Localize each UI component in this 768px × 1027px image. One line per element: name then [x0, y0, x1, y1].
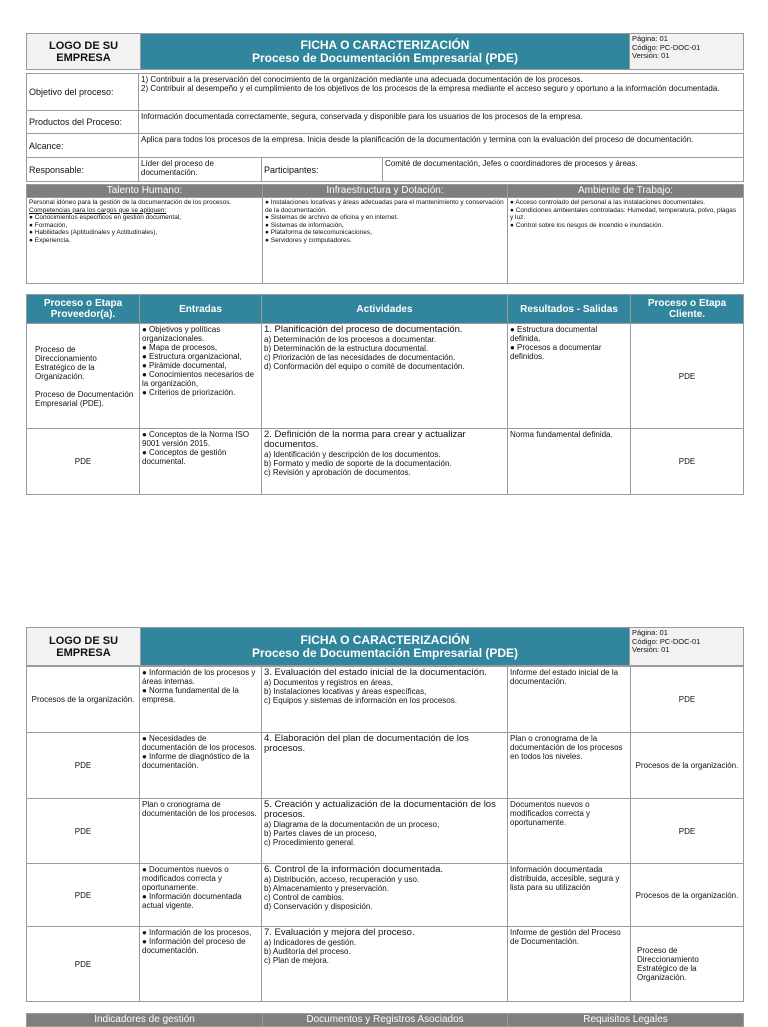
document-version: Versión: 01 [632, 645, 670, 654]
table-row [27, 927, 744, 1002]
row-client: Procesos de la organización. [631, 733, 744, 799]
activity-title: 7. Evaluación y mejora del proceso. [264, 927, 415, 938]
row-outputs: Información documentada distribuida, accesible, segura y lista para su utilización [508, 864, 631, 927]
subtitle-line: Proceso de Documentación Empresarial (PDE) [251, 645, 519, 660]
document-title [141, 34, 630, 70]
row-client: Proceso de Direccionamiento Estratégico de la Organización. [631, 927, 744, 1002]
process-info-table [26, 73, 744, 182]
header-outputs: Resultados - Salidas [508, 295, 631, 324]
row-activities [262, 864, 508, 927]
activity-items: a) Distribución, acceso, recuperación y uso. b) Almacenamiento y preservación. c) Control de cambios. d) Conservación y disposición. [264, 875, 420, 911]
talent-items: ● Conocimientos específicos en gestión documental, ● Formación, ● Habilidades (Aptitudinales y Actitudinales), ● Experiencia. [29, 214, 182, 244]
logo-placeholder: LOGO DE SU EMPRESA [27, 628, 141, 666]
infrastructure-content: ● Instalaciones locativas y áreas adecuadas para el mantenimiento y conservación de la documentación. ● Sistemas de archivo de oficina y en internet. ● Sistemas de información, ● Plataforma de telecomunicaciones, ● Servidores y computadores. [263, 198, 508, 284]
activity-items: a) Determinación de los procesos a documentar. b) Determinación de la estructura documental. c) Priorización de las necesidades de documentación. d) Conformación del equipo o comité de documentación. [264, 335, 465, 371]
row-supplier: Proceso de Direccionamiento Estratégico de la Organización. Proceso de Documentación Empresarial (PDE). [27, 324, 140, 429]
products-value: Información documentada correctamente, segura, conservada y disponible para los usuarios de los procesos de la empresa. [139, 111, 744, 134]
row-activities [262, 429, 508, 495]
participants-label: Participantes: [262, 158, 383, 182]
row-outputs: Informe de gestión del Proceso de Documentación. [508, 927, 631, 1002]
scope-value: Aplica para todos los procesos de la empresa. Inicia desde la planificación de la documentación y termina con la evaluación del proceso de documentación. [139, 134, 744, 158]
talent-intro: Personal idóneo para la gestión de la documentación de los procesos. [29, 199, 232, 206]
environment-title: Ambiente de Trabajo: [508, 185, 744, 198]
subtitle-line: Proceso de Documentación Empresarial (PDE) [251, 50, 519, 65]
responsible-value: Líder del proceso de documentación. [139, 158, 262, 182]
row-outputs: ● Estructura documental definida, ● Procesos a documentar definidos. [508, 324, 631, 429]
document-code: Código: PC-DOC-01 [632, 636, 701, 646]
row-client: PDE [631, 429, 744, 495]
activity-items: a) Documentos y registros en áreas, b) Instalaciones locativas y áreas específicas, c) Equipos y sistemas de información en los procesos. [264, 678, 457, 705]
page2-header [26, 627, 744, 666]
talent-competencies: Competencias para los cargos que se apliquen: [29, 206, 167, 214]
document-meta [630, 34, 744, 70]
row-inputs: ● Conceptos de la Norma ISO 9001 versión 2015. ● Conceptos de gestión documental. [140, 429, 262, 495]
row-inputs: ● Información de los procesos y áreas internas. ● Norma fundamental de la empresa. [140, 667, 262, 733]
row-outputs: Norma fundamental definida. [508, 429, 631, 495]
infrastructure-title: Infraestructura y Dotación: [263, 185, 508, 198]
table-row [27, 733, 744, 799]
indicators-title: Indicadores de gestión [27, 1014, 263, 1027]
row-inputs: ● Objetivos y políticas organizacionales. ● Mapa de procesos, ● Estructura organizacional, ● Pirámide documental, ● Conocimientos necesarios de la organización, ● Criterios de priorización. [140, 324, 262, 429]
objective-1: 1) Contribuir a la preservación del conocimiento de la organización mediante una adecuada documentación de los procesos. [141, 75, 583, 84]
row-activities [262, 799, 508, 864]
document-meta [630, 628, 744, 666]
products-label: Productos del Proceso: [27, 111, 139, 134]
row-outputs: Documentos nuevos o modificados correcta y oportunamente. [508, 799, 631, 864]
participants-value: Comité de documentación, Jefes o coordinadores de procesos y áreas. [383, 158, 744, 182]
activity-items: a) Diagrama de la documentación de un proceso, b) Partes claves de un proceso, c) Procedimiento general. [264, 820, 440, 847]
row-supplier: PDE [27, 799, 140, 864]
activity-title: 5. Creación y actualización de la documentación de los procesos. [264, 799, 496, 820]
talent-title: Talento Humano: [27, 185, 263, 198]
row-inputs: ● Necesidades de documentación de los procesos. ● Informe de diagnóstico de la documentación. [140, 733, 262, 799]
page-number: Página: 01 [632, 628, 668, 637]
row-inputs: ● Información de los procesos, ● Información del proceso de documentación. [140, 927, 262, 1002]
legal-requirements-title: Requisitos Legales [508, 1014, 744, 1027]
objective-2: 2) Contribuir al desempeño y el cumplimiento de los objetivos de los procesos de la empresa mediante el acceso seguro y oportuno a la información documentada. [141, 84, 720, 93]
logo-placeholder: LOGO DE SU EMPRESA [27, 34, 141, 70]
documents-title: Documentos y Registros Asociados [263, 1014, 508, 1027]
table-row [27, 799, 744, 864]
row-outputs: Plan o cronograma de la documentación de los procesos en todos los niveles. [508, 733, 631, 799]
header-supplier: Proceso o Etapa Proveedor(a). [27, 295, 140, 324]
table-row [27, 864, 744, 927]
row-activities [262, 927, 508, 1002]
row-supplier: PDE [27, 733, 140, 799]
row-client: Procesos de la organización. [631, 864, 744, 927]
activity-items: a) Identificación y descripción de los documentos. b) Formato y medio de soporte de la documentación. c) Revisión y aprobación de documentos. [264, 450, 452, 477]
table-row [27, 429, 744, 495]
process-table-page2 [26, 666, 744, 1002]
activity-title: 2. Definición de la norma para crear y actualizar documentos. [264, 429, 466, 450]
table-row [27, 667, 744, 733]
table-row [27, 324, 744, 429]
row-client: PDE [631, 324, 744, 429]
row-activities [262, 324, 508, 429]
row-inputs: ● Documentos nuevos o modificados correcta y oportunamente. ● Información documentada actual vigente. [140, 864, 262, 927]
responsible-label: Responsable: [27, 158, 139, 182]
document-title [141, 628, 630, 666]
row-activities [262, 667, 508, 733]
footer-headers [26, 1013, 744, 1027]
row-inputs: Plan o cronograma de documentación de los procesos. [140, 799, 262, 864]
title-line: FICHA O CARACTERIZACIÓN [300, 632, 470, 647]
header-activities: Actividades [262, 295, 508, 324]
document-code: Código: PC-DOC-01 [632, 42, 701, 52]
objective-value [139, 74, 744, 111]
objective-label: Objetivo del proceso: [27, 74, 139, 111]
row-outputs: Informe del estado inicial de la documentación. [508, 667, 631, 733]
header-inputs: Entradas [140, 295, 262, 324]
row-supplier: PDE [27, 864, 140, 927]
header-client: Proceso o Etapa Cliente. [631, 295, 744, 324]
activity-title: 1. Planificación del proceso de documentación. [264, 324, 463, 335]
activity-title: 4. Elaboración del plan de documentación de los procesos. [264, 733, 469, 754]
document-version: Versión: 01 [632, 51, 670, 60]
title-line: FICHA O CARACTERIZACIÓN [300, 37, 470, 52]
process-table-page1 [26, 294, 744, 495]
row-supplier: Procesos de la organización. [27, 667, 140, 733]
row-client: PDE [631, 799, 744, 864]
row-client: PDE [631, 667, 744, 733]
environment-content: ● Acceso controlado del personal a las instalaciones documentales. ● Condiciones ambientales controladas: Humedad, temperatura, polvo, plagas y luz. ● Control sobre los riesgos de incendio e inundación. [508, 198, 744, 284]
page1-header [26, 33, 744, 70]
resources-table [26, 184, 744, 284]
page-number: Página: 01 [632, 34, 668, 43]
row-activities [262, 733, 508, 799]
activity-title: 3. Evaluación del estado inicial de la documentación. [264, 667, 487, 678]
activity-title: 6. Control de la información documentada. [264, 864, 444, 875]
talent-content [27, 198, 263, 284]
row-supplier: PDE [27, 429, 140, 495]
row-supplier: PDE [27, 927, 140, 1002]
scope-label: Alcance: [27, 134, 139, 158]
activity-items: a) Indicadores de gestión. b) Auditoría del proceso. c) Plan de mejora. [264, 938, 357, 965]
